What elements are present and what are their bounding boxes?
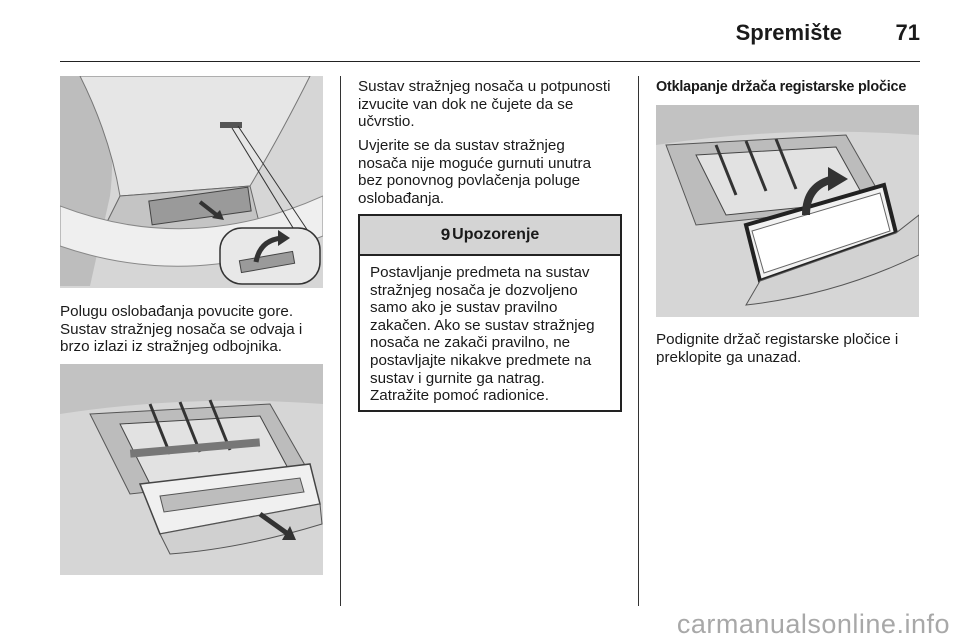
text-line: Postavljanje predmeta na sustav bbox=[370, 264, 590, 281]
warning-header bbox=[360, 216, 620, 256]
text-line: Zatražite pomoć radionice. bbox=[370, 387, 549, 405]
text-line: nosača ne zakači pravilno, ne bbox=[370, 334, 571, 352]
page-number: 71 bbox=[895, 20, 920, 45]
text-line: preklopite ga unazad. bbox=[656, 348, 802, 366]
page-header bbox=[60, 14, 920, 62]
warning-body bbox=[360, 256, 620, 405]
fold-plate-paragraph bbox=[656, 331, 898, 366]
text-line: učvrstio. bbox=[358, 113, 415, 131]
warning-heading: Upozorenje bbox=[452, 226, 540, 243]
warning-box bbox=[358, 214, 622, 412]
text-line: Polugu oslobađanja povucite gore. bbox=[60, 303, 294, 320]
text-line: samo ako je sustav pravilno bbox=[370, 299, 558, 317]
text-line: postavljajte nikakve predmete na bbox=[370, 351, 592, 369]
text-line: bez ponovnog povlačenja poluge bbox=[358, 172, 581, 190]
text-line: sustav i gurnite ga natrag. bbox=[370, 369, 545, 387]
text-line: izvucite van dok ne čujete da se bbox=[358, 95, 574, 113]
section-heading: Otklapanje držača registarske pločice bbox=[656, 79, 907, 95]
license-plate-holder-fold-illustration bbox=[656, 105, 919, 317]
text-line: nosača nije moguće gurnuti unutra bbox=[358, 154, 592, 172]
text-line: Uvjerite se da sustav stražnjeg bbox=[358, 137, 565, 154]
text-line: Sustav stražnjeg nosača se odvaja i bbox=[60, 320, 303, 338]
extend-carrier-paragraph bbox=[358, 78, 610, 131]
watermark-text: carmanualsonline.info bbox=[676, 609, 950, 639]
warning-triangle-icon: 9 bbox=[440, 225, 451, 244]
column-divider-right bbox=[638, 76, 639, 606]
text-line: zakačen. Ako se sustav stražnjeg bbox=[370, 316, 595, 334]
text-line: stražnjeg nosača je dozvoljeno bbox=[370, 281, 578, 299]
text-line: Sustav stražnjeg nosača u potpunosti bbox=[358, 78, 611, 95]
verify-locked-paragraph bbox=[358, 137, 591, 207]
rear-carrier-extending-illustration bbox=[60, 364, 323, 575]
page-title: Spremište bbox=[735, 20, 842, 45]
rear-bumper-release-lever-illustration bbox=[60, 76, 323, 288]
release-lever-paragraph bbox=[60, 303, 302, 356]
text-line: Podignite držač registarske pločice i bbox=[656, 331, 899, 348]
text-line: brzo izlazi iz stražnjeg odbojnika. bbox=[60, 338, 283, 356]
text-line: oslobađanja. bbox=[358, 189, 445, 207]
column-divider-left bbox=[340, 76, 341, 606]
